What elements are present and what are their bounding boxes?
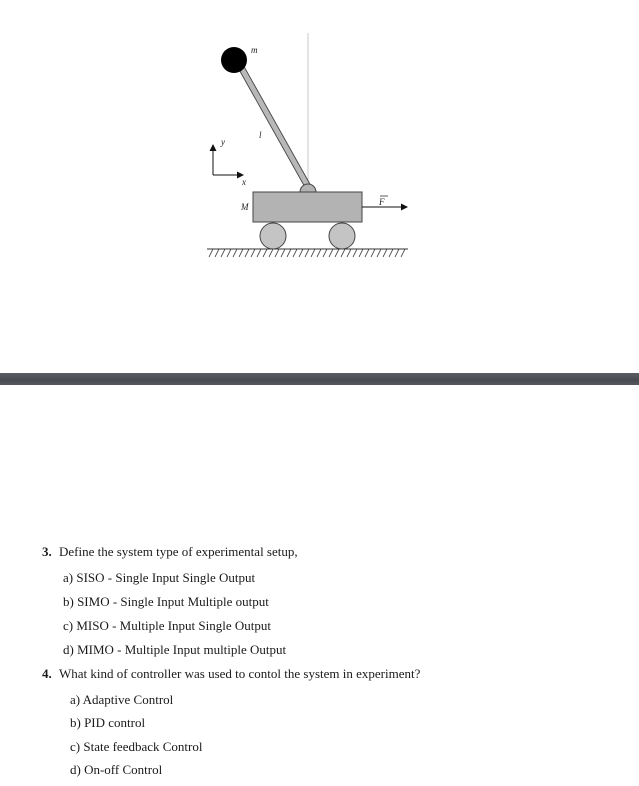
question-4-number: 4. [42,666,52,681]
question-3-option-a: a) SISO - Single Input Single Output [63,570,256,585]
force-label: F [379,197,385,207]
cart-wheel-left [260,223,286,249]
question-4-option-d: d) On-off Control [70,762,163,777]
pendulum-rod [232,54,311,189]
length-label: l [259,130,262,140]
question-4-option-b: b) PID control [70,715,146,730]
question-3-heading [42,544,298,560]
question-4-text: What kind of controller was used to contol the system in experiment? [59,666,421,681]
page-divider [0,373,639,385]
mass-label: m [251,45,258,55]
pendulum-pivot [300,184,316,192]
cart-wheel-right [329,223,355,249]
page-top [0,0,639,373]
question-3-option-b: b) SIMO - Single Input Multiple output [63,594,269,609]
cart-body [253,192,362,222]
pendulum-bob [221,47,247,73]
cart-label: M [241,202,249,212]
question-4-option-a: a) Adaptive Control [70,692,174,707]
question-3-number: 3. [42,544,52,559]
question-4-option-c: c) State feedback Control [70,739,203,754]
y-axis-label: y [221,137,225,147]
question-3-option-c: c) MISO - Multiple Input Single Output [63,618,271,633]
x-axis-label: x [242,177,246,187]
cart-pendulum-diagram [0,0,639,373]
question-4-heading [42,666,420,682]
question-3-text: Define the system type of experimental setup, [59,544,298,559]
question-3-option-d: d) MIMO - Multiple Input multiple Output [63,642,287,657]
ground-hatching [209,249,405,257]
